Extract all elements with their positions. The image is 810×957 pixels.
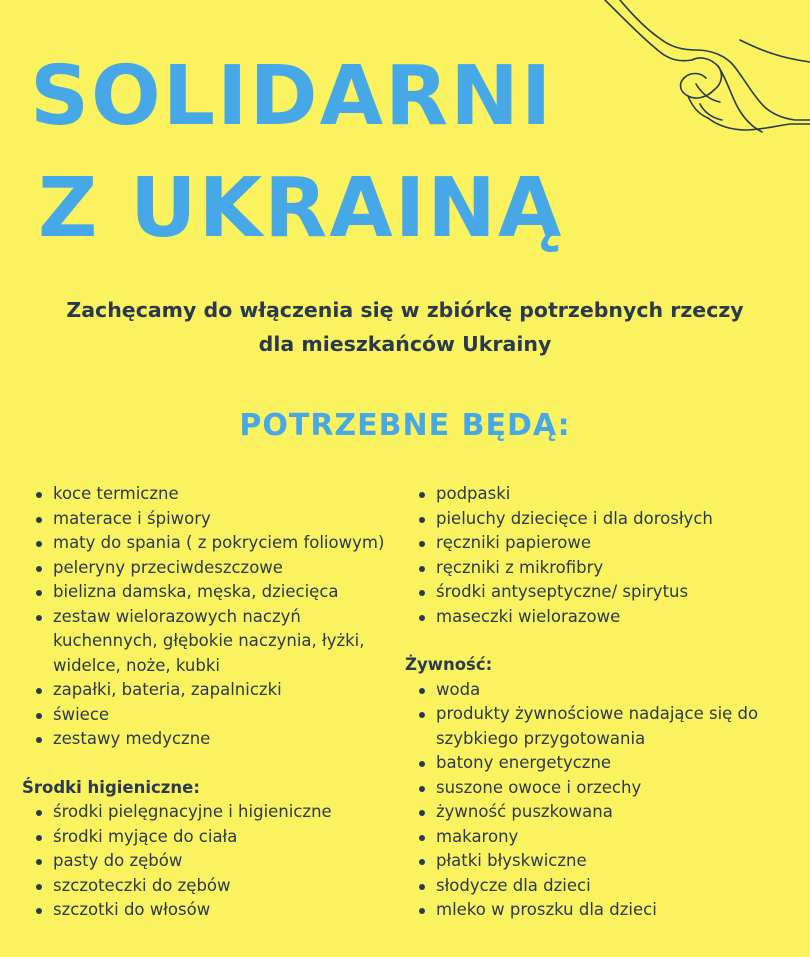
right-column: [405, 482, 805, 923]
hygiene-list: [22, 800, 402, 923]
list-item: żywność puszkowana: [405, 800, 805, 825]
supplies-list-continued: [405, 482, 805, 629]
handshake-icon: [600, 0, 810, 160]
list-item: szczotki do włosów: [22, 898, 402, 923]
supplies-list: [22, 482, 402, 752]
title-line-1: SOLIDARNI: [30, 49, 554, 144]
list-item: bielizna damska, męska, dziecięca: [22, 580, 402, 605]
list-item: zapałki, bateria, zapalniczki: [22, 678, 402, 703]
food-heading: Żywność:: [405, 655, 493, 674]
list-item: zestawy medyczne: [22, 727, 402, 752]
list-item: woda: [405, 678, 805, 703]
list-item: zestaw wielorazowych naczyń kuchennych, głębokie naczynia, łyżki, widelce, noże, kubki: [22, 605, 402, 679]
list-item: makarony: [405, 825, 805, 850]
list-item: świece: [22, 703, 402, 728]
list-item: ręczniki z mikrofibry: [405, 556, 805, 581]
list-item: pieluchy dziecięce i dla dorosłych: [405, 507, 805, 532]
list-item: batony energetyczne: [405, 751, 805, 776]
list-item: środki pielęgnacyjne i higieniczne: [22, 800, 402, 825]
left-column: [22, 482, 402, 923]
list-item: ręczniki papierowe: [405, 531, 805, 556]
title-line-2: Z UKRAINĄ: [38, 161, 564, 256]
hygiene-heading: Środki higieniczne:: [22, 777, 200, 797]
list-item: maty do spania ( z pokryciem foliowym): [22, 531, 402, 556]
list-item: suszone owoce i orzechy: [405, 776, 805, 801]
list-item: maseczki wielorazowe: [405, 605, 805, 630]
list-item: środki antyseptyczne/ spirytus: [405, 580, 805, 605]
needs-heading: POTRZEBNE BĘDĄ:: [239, 408, 571, 443]
list-item: podpaski: [405, 482, 805, 507]
list-item: szczoteczki do zębów: [22, 874, 402, 899]
food-list: [405, 678, 805, 923]
list-item: pasty do zębów: [22, 849, 402, 874]
list-item: mleko w proszku dla dzieci: [405, 898, 805, 923]
list-item: koce termiczne: [22, 482, 402, 507]
subtitle: [0, 293, 810, 361]
list-item: płatki błyskwiczne: [405, 849, 805, 874]
list-item: peleryny przeciwdeszczowe: [22, 556, 402, 581]
subtitle-line-2: dla mieszkańców Ukrainy: [258, 332, 552, 356]
list-item: środki myjące do ciała: [22, 825, 402, 850]
list-item: słodycze dla dzieci: [405, 874, 805, 899]
list-item: materace i śpiwory: [22, 507, 402, 532]
subtitle-line-1: Zachęcamy do włączenia się w zbiórkę potrzebnych rzeczy: [66, 298, 744, 322]
list-item: produkty żywnościowe nadające się do szybkiego przygotowania: [405, 702, 805, 751]
